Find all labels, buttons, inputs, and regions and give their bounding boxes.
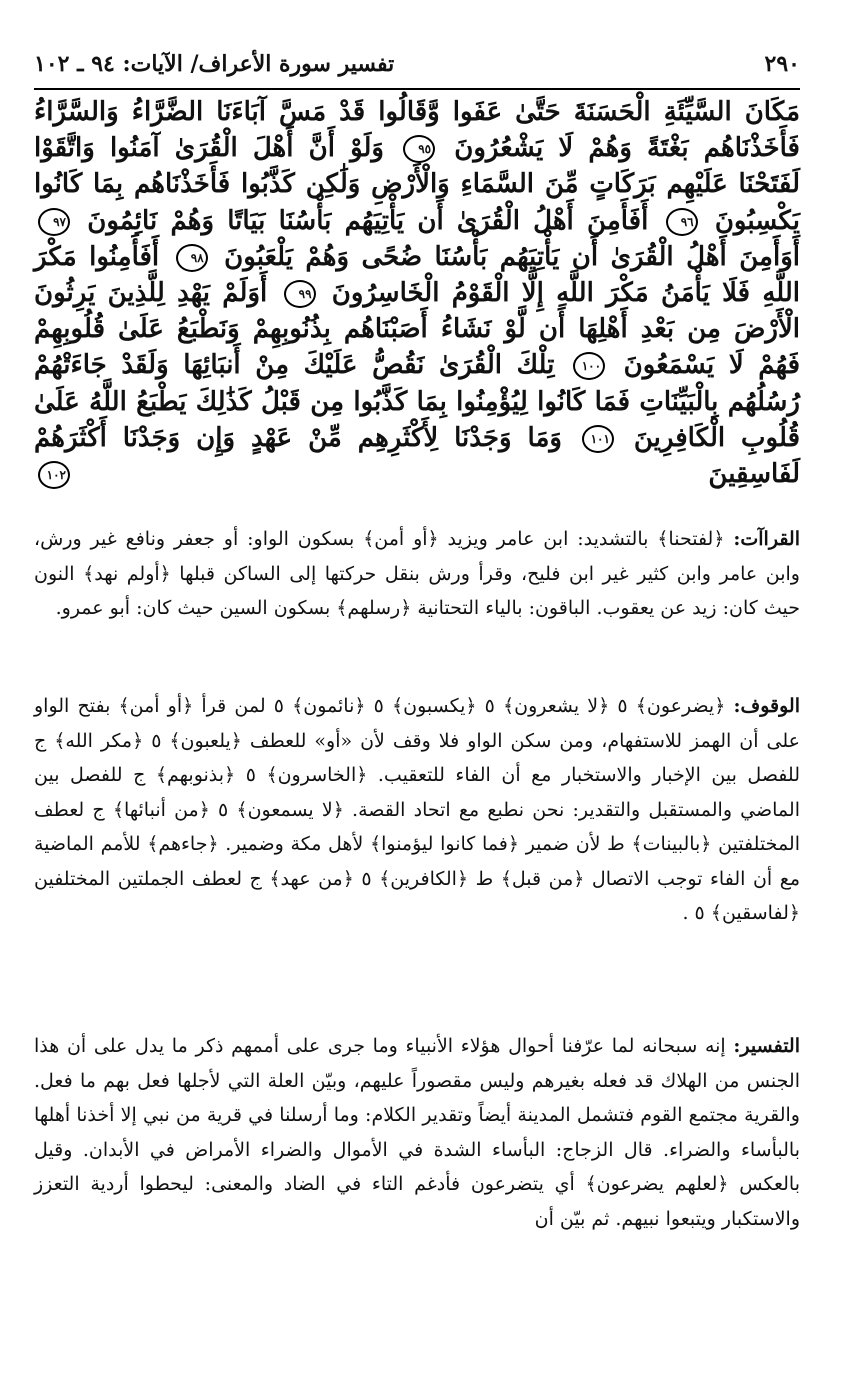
qiraat-paragraph (34, 522, 800, 626)
wuquf-paragraph (34, 689, 800, 931)
wuquf-section (34, 689, 800, 931)
verse-text: أَفَأَمِنُوا مَكْرَ اللَّهِ فَلَا يَأْمَنُ مَكْرَ اللَّهِ إِلَّا الْقَوْمُ الْخَاسِرُونَ (34, 241, 801, 309)
qiraat-section (34, 522, 800, 626)
ayah-number-marker: ٩٥ (403, 135, 435, 163)
verse-text: أَوَلَمْ يَهْدِ لِلَّذِينَ يَرِثُونَ الْأَرْضَ مِن بَعْدِ أَهْلِهَا أَن لَّوْ نَشَاءُ أَصَبْنَاهُم بِذُنُوبِهِمْ وَنَطْبَعُ عَلَىٰ قُلُوبِهِمْ فَهُمْ لَا يَسْمَعُونَ (34, 278, 801, 381)
tafsir-section (34, 1029, 800, 1236)
verse-text: وَلَوْ أَنَّ أَهْلَ الْقُرَىٰ آمَنُوا وَاتَّقَوْا لَفَتَحْنَا عَلَيْهِم بَرَكَاتٍ مِّنَ السَّمَاءِ وَالْأَرْضِ وَلَٰكِن كَذَّبُوا فَأَخَذْنَاهُم بِمَا كَانُوا يَكْسِبُونَ (34, 133, 800, 236)
page-number: ٢٩٠ (764, 51, 800, 77)
ayah-number-marker: ١٠٠ (573, 352, 605, 380)
qiraat-label: القراآت: (733, 528, 800, 550)
ayah-number-marker: ١٠٢ (38, 461, 70, 489)
verse-text: تِلْكَ الْقُرَىٰ نَقُصُّ عَلَيْكَ مِنْ أَنبَائِهَا وَلَقَدْ جَاءَتْهُمْ رُسُلُهُم بِالْبَيِّنَاتِ فَمَا كَانُوا لِيُؤْمِنُوا بِمَا كَذَّبُوا مِن قَبْلُ كَذَٰلِكَ يَطْبَعُ اللَّهُ عَلَىٰ قُلُوبِ الْكَافِرِينَ (34, 350, 801, 453)
ayah-number-marker: ٩٩ (284, 280, 316, 308)
verse-text: أَفَأَمِنَ أَهْلُ الْقُرَىٰ أَن يَأْتِيَهُم بَأْسُنَا بَيَاتًا وَهُمْ نَائِمُونَ (87, 205, 649, 236)
wuquf-text: ﴿يضرعون﴾ ٥ ﴿لا يشعرون﴾ ٥ ﴿يكسبون﴾ ٥ ﴿نائمون﴾ ٥ لمن قرأ ﴿أو أمن﴾ بفتح الواو على أن الهمز للاستفهام، ومن سكن الواو فلا وقف لأن «أو» للعطف ﴿يلعبون﴾ ٥ ﴿مكر الله﴾ ج للفصل بين الإخبار والاستخبار مع أن الفاء للتعقيب. ﴿الخاسرون﴾ ٥ ﴿بذنوبهم﴾ ج للفصل بين الماضي والمستقبل والتقدير: نحن نطبع مع اتحاد القصة. ﴿لا يسمعون﴾ ٥ ﴿من أنبائها﴾ ج لعطف المختلفتين ﴿بالبينات﴾ ط لأن ضمير ﴿فما كانوا ليؤمنوا﴾ لأهل مكة وضمير. ﴿جاءهم﴾ للأمم الماضية مع أن الفاء توجب الاتصال ﴿من قبل﴾ ط ﴿الكافرين﴾ ٥ ﴿من عهد﴾ ج لعطف الجملتين المختلفين ﴿لفاسقين﴾ ٥ . (34, 695, 801, 924)
tafsir-text: إنه سبحانه لما عرّفنا أحوال هؤلاء الأنبياء وما جرى على أممهم ذكر ما يدل على أن هذا الجنس من الهلاك قد فعله بغيرهم وليس مقصوراً عليهم، وبيّن العلة التي لأجلها فعل بهم ما فعل. والقرية مجتمع القوم فتشمل المدينة أيضاً وتقدير الكلام: وما أرسلنا في قرية من نبي إلا أخذنا أهلها بالبأساء والضراء. قال الزجاج: البأساء الشدة في الأموال والضراء الأمراض في الأبدان. وقيل بالعكس ﴿لعلهم يضرعون﴾ أي يتضرعون فأدغم التاء في الضاد والمعنى: ليحطوا أردية التعزز والاستكبار ويتبعوا نبيهم. ثم بيّن أن (34, 1035, 800, 1230)
tafsir-label: التفسير: (733, 1035, 800, 1057)
ayah-number-marker: ٩٧ (38, 208, 70, 236)
verse-text: مَكَانَ السَّيِّئَةِ الْحَسَنَةَ حَتَّىٰ عَفَوا وَّقَالُوا قَدْ مَسَّ آبَاءَنَا الضَّرَّاءُ وَالسَّرَّاءُ فَأَخَذْنَاهُم بَغْتَةً وَهُمْ لَا يَشْعُرُونَ (34, 97, 800, 164)
ayah-number-marker: ١٠١ (582, 425, 614, 453)
tafsir-paragraph (34, 1029, 800, 1236)
verse-text: وَمَا وَجَدْنَا لِأَكْثَرِهِم مِّنْ عَهْدٍ وَإِن وَجَدْنَا أَكْثَرَهُمْ لَفَاسِقِينَ (34, 422, 800, 490)
qiraat-text: ﴿لفتحنا﴾ بالتشديد: ابن عامر ويزيد ﴿أو أمن﴾ بسكون الواو: أو جعفر ونافع غير ورش، وابن عامر وابن كثير غير ابن فليح، وقرأ ورش بنقل حركتها إلى الساكن قبلها ﴿أولم نهد﴾ النون حيث كان: زيد عن يعقوب. الباقون: بالياء التحتانية ﴿رسلهم﴾ بسكون السين حيث كان: أبو عمرو. (34, 528, 800, 619)
ayah-number-marker: ٩٨ (176, 244, 208, 272)
quran-verses (34, 94, 800, 512)
ayah-number-marker: ٩٦ (666, 208, 698, 236)
running-title: تفسير سورة الأعراف/ الآيات: ٩٤ ـ ١٠٢ (34, 51, 395, 77)
verse-text: أَوَأَمِنَ أَهْلُ الْقُرَىٰ أَن يَأْتِيَهُم بَأْسُنَا ضُحًى وَهُمْ يَلْعَبُونَ (224, 241, 800, 272)
wuquf-label: الوقوف: (733, 695, 800, 717)
page-header (34, 40, 800, 90)
